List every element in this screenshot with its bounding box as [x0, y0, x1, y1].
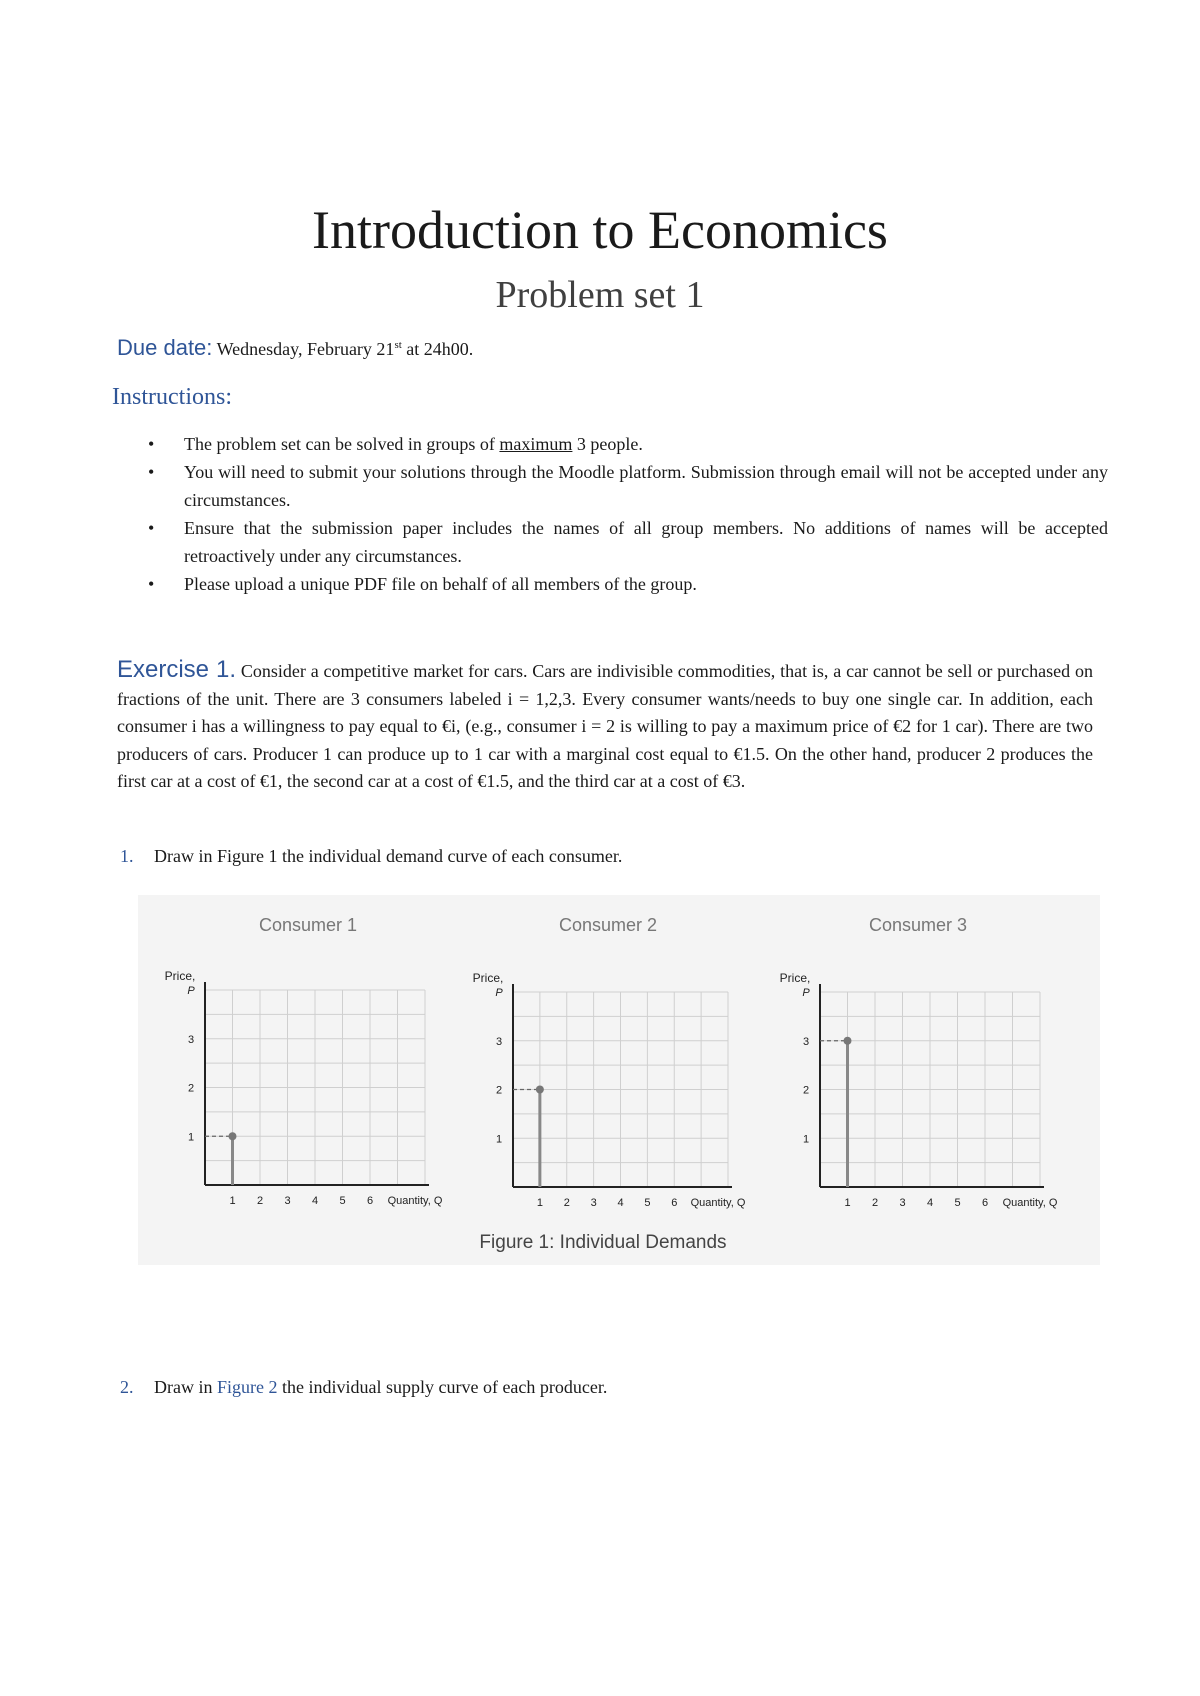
y-tick-label: 2	[802, 1084, 810, 1097]
x-axis-label: Quantity, Q	[1002, 1197, 1058, 1209]
x-axis-label: Quantity, Q	[690, 1197, 746, 1209]
due-date-label: Due date:	[117, 335, 213, 360]
exercise-1	[117, 656, 1093, 796]
instructions-heading: Instructions:	[112, 384, 232, 410]
x-tick-label: 2	[871, 1197, 879, 1209]
y-axis-label-symbol: P	[187, 985, 195, 997]
page-title: Introduction to Economics	[312, 200, 888, 260]
x-tick-label: 1	[844, 1197, 851, 1209]
bullet-icon: •	[148, 518, 155, 538]
list-item: • The problem set can be solved in groups of maximum 3 people.	[148, 430, 1108, 458]
due-date-value: Wednesday, February 21	[216, 339, 395, 359]
exercise-text: Consider a competitive market for cars. Cars are indivisible commodities, that is, a car cannot be sell or purchased on fractions of the unit. There are 3 consumers labeled i = 1,2,3. Every consumer wants/needs to buy one single car. In addition, each consumer i has a willingness to pay equal to €i, (e.g., consumer i = 2 is willing to pay a maximum price of €2 for 1 car). There are two producers of cars. Producer 1 can produce up to 1 car with a marginal cost equal to €1.5. On the other hand, producer 2 produces the first car at a cost of €1, the second car at a cost of €1.5, and the third car at a cost of €3.	[117, 661, 1093, 791]
demand-point	[844, 1037, 852, 1045]
x-tick-label: 1	[229, 1195, 236, 1207]
exercise-label: Exercise 1.	[117, 656, 237, 683]
question-number: 2.	[120, 1377, 134, 1397]
figure-background	[138, 895, 1100, 1265]
x-axis-label: Quantity, Q	[387, 1195, 443, 1207]
page-subtitle: Problem set 1	[495, 274, 705, 316]
x-tick-label: 4	[617, 1197, 624, 1209]
y-tick-label: 2	[495, 1084, 503, 1097]
y-tick-label: 1	[495, 1133, 503, 1146]
y-axis-label: Price,	[779, 971, 811, 985]
chart-title: Consumer 2	[558, 915, 658, 935]
x-tick-label: 6	[671, 1197, 678, 1209]
y-axis-label: Price,	[472, 971, 504, 985]
x-tick-label: 3	[590, 1197, 597, 1209]
y-tick-label: 2	[187, 1082, 195, 1095]
figure-caption: Figure 1: Individual Demands	[479, 1232, 727, 1253]
y-axis-label-symbol: P	[802, 987, 810, 999]
x-tick-label: 5	[644, 1197, 651, 1209]
x-tick-label: 2	[563, 1197, 570, 1209]
instructions-list	[148, 430, 1108, 598]
due-date-sup: st	[394, 339, 402, 351]
y-axis-label: Price,	[164, 969, 196, 983]
due-date	[117, 332, 473, 362]
individual-demands-figure	[138, 895, 1100, 1265]
y-tick-label: 3	[187, 1033, 195, 1046]
x-tick-label: 5	[954, 1197, 961, 1209]
bullet-icon: •	[148, 574, 155, 594]
question-1	[120, 843, 622, 869]
chart-title: Consumer 3	[868, 915, 968, 935]
x-tick-label: 1	[536, 1197, 543, 1209]
y-tick-label: 1	[187, 1131, 195, 1144]
due-date-suffix: at 24h00.	[401, 339, 474, 359]
bullet-icon: •	[148, 462, 155, 482]
list-item: • Please upload a unique PDF file on behalf of all members of the group.	[148, 570, 1108, 598]
figure-2-link[interactable]: Figure 2	[216, 1377, 278, 1397]
question-2: 2. Draw in Figure 2 the individual supply curve of each producer.	[120, 1374, 607, 1400]
x-tick-label: 3	[899, 1197, 906, 1209]
y-tick-label: 3	[495, 1035, 503, 1048]
list-item: • Ensure that the submission paper includes the names of all group members. No additions of names will be accepted retroactively under any circumstances.	[148, 514, 1108, 570]
demand-point	[229, 1132, 237, 1140]
x-tick-label: 5	[339, 1195, 346, 1207]
x-tick-label: 3	[284, 1195, 291, 1207]
question-text: Draw in Figure 1 the individual demand curve of each consumer.	[154, 846, 623, 866]
y-tick-label: 1	[802, 1133, 810, 1146]
demand-point	[536, 1086, 544, 1094]
underlined-word: maximum	[499, 434, 573, 454]
x-tick-label: 4	[311, 1195, 319, 1207]
x-tick-label: 4	[926, 1197, 934, 1209]
figure-1	[138, 895, 1100, 1265]
x-tick-label: 6	[981, 1197, 989, 1209]
list-item: • You will need to submit your solutions through the Moodle platform. Submission through email will not be accepted under any circumstances.	[148, 458, 1108, 514]
question-number: 1.	[120, 846, 134, 866]
chart-title: Consumer 1	[258, 915, 358, 935]
y-tick-label: 3	[802, 1035, 810, 1048]
bullet-icon: •	[148, 434, 155, 454]
y-axis-label-symbol: P	[495, 987, 503, 999]
x-tick-label: 6	[366, 1195, 374, 1207]
x-tick-label: 2	[256, 1195, 264, 1207]
